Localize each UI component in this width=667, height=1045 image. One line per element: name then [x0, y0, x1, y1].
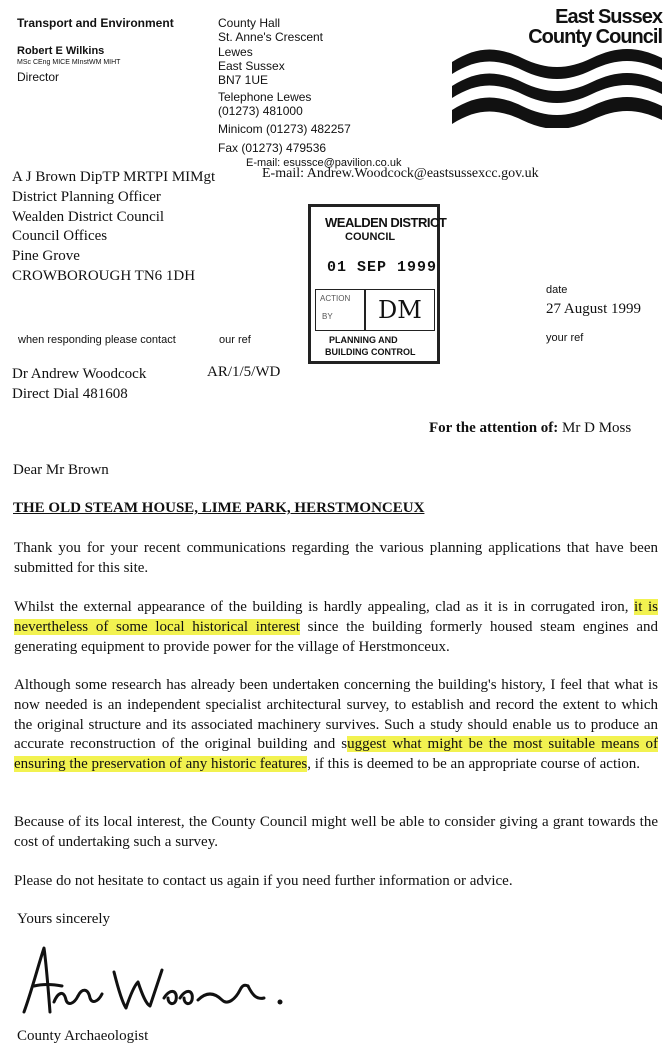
- paragraph-5: Please do not hesitate to contact us again if you need further information or advice.: [14, 873, 513, 889]
- paragraph-1: Thank you for your recent communications regarding the various planning applications that have been submitted for this site.: [14, 540, 658, 576]
- paragraph-2-part-b: since the building formerly housed steam engines and generating equipment to provide power for the village of Herstmonceux.: [14, 618, 658, 655]
- recipient-line: A J Brown DipTP MRTPI MIMgt: [12, 169, 216, 185]
- attention-label: For the attention of:: [429, 420, 559, 436]
- your-ref-label: your ref: [546, 332, 584, 344]
- attention-name: Mr D Moss: [562, 420, 632, 436]
- general-email: E-mail: esussce@pavilion.co.uk: [246, 157, 402, 169]
- recipient-line: Pine Grove: [12, 248, 80, 265]
- closing: Yours sincerely: [17, 911, 111, 927]
- salutation: Dear Mr Brown: [13, 462, 109, 478]
- address-line: BN7 1UE: [218, 73, 269, 88]
- subject-heading: THE OLD STEAM HOUSE, LIME PARK, HERSTMONCEUX: [13, 500, 425, 516]
- stamp-initials: DM: [378, 296, 422, 324]
- paragraph-4: Because of its local interest, the County Council might well be able to consider giving a grant towards the cost of undertaking such a survey.: [14, 814, 658, 850]
- letter-date: 27 August 1999: [546, 301, 642, 317]
- stamp-action-label: ACTION: [320, 294, 351, 303]
- telephone-block: [218, 90, 311, 119]
- director-qualifications: MSc CEng MICE MInstWM MIHT: [17, 59, 121, 66]
- paragraph-2: [14, 598, 658, 657]
- council-logo-text: [520, 7, 662, 47]
- recipient-line: Council Offices: [12, 228, 108, 245]
- our-ref-label: our ref: [219, 334, 251, 346]
- contact-name: Dr Andrew Woodcock: [12, 366, 147, 382]
- address-line: Lewes: [218, 44, 253, 59]
- logo-line-1: East Sussex: [555, 6, 662, 28]
- handwritten-signature: [18, 942, 288, 1020]
- our-ref-value: AR/1/5/WD: [207, 364, 281, 380]
- recipient-line: Wealden District Council: [12, 208, 165, 225]
- highlighted-text: uggest what might be the most suitable means of ensuring the preservation of any historic features: [14, 736, 658, 773]
- council-address: [218, 16, 323, 87]
- recipient-line: CROWBOROUGH TN6 1DH: [12, 267, 196, 284]
- direct-dial: Direct Dial 481608: [12, 386, 128, 402]
- paragraph-3-part-a: Although some research has already been undertaken concerning the building's history, I feel that what is now needed is an independent specialist architectural survey, to establish and record the extent to which the original structure and its associated machinery survives. Such a study should enable us to produce an accurate reconstruction of the original building and s: [14, 677, 658, 753]
- logo-line-2: County Council: [528, 26, 662, 48]
- date-label: date: [546, 284, 568, 296]
- contact-details: [12, 364, 146, 404]
- attention-line: [429, 420, 631, 437]
- stamp-dept-line1: PLANNING AND: [329, 335, 398, 345]
- address-line: County Hall: [218, 16, 281, 30]
- fax-number: [218, 141, 326, 155]
- stamp-council-name: WEALDEN DISTRICT: [325, 215, 447, 230]
- minicom-text: Minicom (01273) 482257: [218, 122, 351, 136]
- address-line: St. Anne's Crescent: [218, 30, 324, 45]
- address-line: East Sussex: [218, 58, 285, 73]
- stamp-date: 01 SEP 1999: [327, 259, 438, 276]
- recipient-line: District Planning Officer: [12, 188, 161, 205]
- director-name: Robert E Wilkins: [17, 45, 105, 57]
- highlighted-text: it is nevertheless of some local historical interest: [14, 599, 658, 635]
- telephone-number: (01273) 481000: [218, 104, 303, 119]
- minicom-number: [218, 122, 351, 136]
- recipient-address: [12, 168, 215, 287]
- paragraph-3: [14, 676, 658, 775]
- paragraph-3-part-b: , if this is deemed to be an appropriate course of action.: [307, 756, 641, 773]
- stamp-dept-line2: BUILDING CONTROL: [325, 347, 416, 357]
- stamp-action-sub: BY: [322, 312, 333, 321]
- signer-title: County Archaeologist: [17, 1028, 149, 1044]
- paragraph-2-part-a: Whilst the external appearance of the building is hardly appealing, clad as it is in corrugated iron,: [14, 599, 635, 615]
- stamp-council-word: COUNCIL: [345, 231, 396, 243]
- telephone-label: Telephone Lewes: [218, 90, 312, 104]
- stamp-action-box: [315, 289, 435, 331]
- direct-email: E-mail: Andrew.Woodcock@eastsussexcc.gov.uk: [262, 166, 539, 181]
- director-title: Director: [17, 70, 60, 84]
- contact-label: when responding please contact: [18, 334, 176, 346]
- received-stamp: [308, 204, 447, 364]
- council-logo-waves-icon: [452, 44, 662, 128]
- fax-text: Fax (01273) 479536: [218, 141, 327, 155]
- department-name: Transport and Environment: [17, 16, 174, 30]
- stamp-divider: [364, 290, 366, 330]
